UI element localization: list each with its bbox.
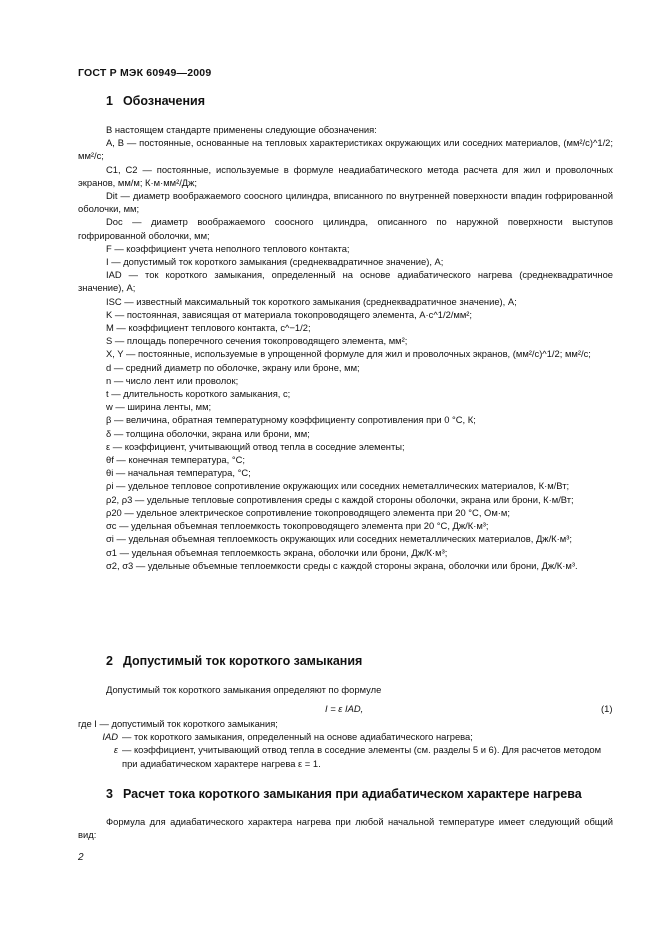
symbol-definition: Doc — диаметр воображаемого соосного цилиндра, описанного по наружной поверхности выступов гофрированной оболочки, мм;: [78, 216, 613, 241]
formula-1-number: (1): [601, 703, 613, 714]
symbol-definition: σc — удельная объемная теплоемкость токопроводящего элемента при 20 °C, Дж/К·м³;: [106, 520, 489, 532]
where-value: — ток короткого замыкания, определенный на основе адиабатического нагрева;: [122, 731, 473, 743]
section-1-heading: [106, 94, 205, 108]
formula-legend: [78, 717, 618, 770]
where-key: IAD: [102, 731, 118, 743]
symbol-definition: ρ20 — удельное электрическое сопротивление токопроводящего элемента при 20 °C, Ом·м;: [106, 506, 510, 518]
section-2-number: 2: [106, 654, 113, 668]
section-2-intro: [78, 683, 613, 696]
symbols-list: [78, 136, 613, 572]
section-3-title: Расчет тока короткого замыкания при адиабатическом характере нагрева: [122, 787, 582, 801]
symbol-definition: ε — коэффициент, учитывающий отвод тепла в соседние элементы;: [106, 440, 405, 452]
formula-1: I = ε IAD,: [325, 703, 364, 714]
symbol-definition: σi — удельная объемная теплоемкость окружающих или соседних неметаллических материалов, Дж/К·м³;: [106, 533, 572, 545]
where-key: ε: [113, 744, 118, 756]
symbol-definition: I — допустимый ток короткого замыкания (среднеквадратичное значение), А;: [106, 256, 444, 268]
symbol-definition: w — ширина ленты, мм;: [106, 401, 212, 413]
symbol-definition: Dit — диаметр воображаемого соосного цилиндра, вписанного по внутренней поверхности впадин гофрированной оболочки, мм;: [78, 190, 613, 215]
symbol-definition: t — длительность короткого замыкания, с;: [106, 388, 291, 400]
section-3-body: [78, 815, 613, 841]
symbol-definition: C1, C2 — постоянные, используемые в формуле неадиабатического метода расчета для жил и проволочных экранов, мм/м; К·м·мм²/Дж;: [78, 163, 613, 188]
symbol-definition: S — площадь поперечного сечения токопроводящего элемента, мм²;: [106, 335, 408, 347]
section-1-body: [78, 123, 613, 572]
symbol-definition: σ1 — удельная объемная теплоемкость экрана, оболочки или брони, Дж/К·м³;: [106, 546, 448, 558]
symbol-definition: F — коэффициент учета неполного теплового контакта;: [106, 242, 350, 254]
symbol-definition: θf — конечная температура, °C;: [106, 454, 245, 466]
symbol-definition: K — постоянная, зависящая от материала токопроводящего элемента, А·с^1/2/мм²;: [106, 308, 473, 320]
section-3-heading: [106, 787, 582, 801]
symbol-definition: n — число лент или проволок;: [106, 374, 239, 386]
symbol-definition: A, B — постоянные, основанные на тепловых характеристиках окружающих или соседних материалов, (мм²/с)^1/2; мм²/с;: [78, 137, 613, 162]
where-row-eps: [78, 743, 618, 769]
symbol-definition: IAD — ток короткого замыкания, определенный на основе адиабатического нагрева (среднеквадратичное значение), А;: [78, 269, 613, 294]
symbol-definition: σ2, σ3 — удельные объемные теплоемкости среды с каждой стороны экрана, оболочки или брони, Дж/К·м³.: [106, 559, 578, 571]
symbol-definition: ρi — удельное тепловое сопротивление окружающих или соседних неметаллических материалов, К·м/Вт;: [106, 480, 570, 492]
symbol-definition: d — средний диаметр по оболочке, экрану или броне, мм;: [106, 361, 360, 373]
section-1-intro: В настоящем стандарте применены следующие обозначения:: [106, 124, 377, 135]
symbol-definition: θi — начальная температура, °C;: [106, 467, 251, 479]
section-1-number: 1: [106, 94, 113, 108]
section-3-text: Формула для адиабатического характера нагрева при любой начальной температуре имеет следующий общий вид:: [78, 816, 613, 841]
symbol-definition: M — коэффициент теплового контакта, с^−1/2;: [106, 322, 311, 334]
symbol-definition: X, Y — постоянные, используемые в упрощенной формуле для жил и проволочных экранов, (мм²/с)^1/2; мм²/с;: [106, 348, 591, 360]
section-3-number: 3: [106, 787, 113, 801]
symbol-definition: ISC — известный максимальный ток короткого замыкания (среднеквадратичное значение), А;: [106, 295, 517, 307]
symbol-definition: β — величина, обратная температурному коэффициенту сопротивления при 0 °C, К;: [106, 414, 476, 426]
document-header: ГОСТ Р МЭК 60949—2009: [78, 67, 212, 79]
symbol-definition: ρ2, ρ3 — удельные тепловые сопротивления среды с каждой стороны оболочки, экрана или брони, К·м/Вт;: [106, 493, 574, 505]
section-1-title: Обозначения: [122, 94, 206, 108]
page-number: 2: [78, 852, 84, 863]
where-value: — коэффициент, учитывающий отвод тепла в соседние элементы (см. разделы 5 и 6). Для расчетов методом при адиабатическом характере нагрева ε = 1.: [122, 744, 602, 769]
where-intro: где I — допустимый ток короткого замыкания;: [78, 718, 278, 729]
section-2-heading: [106, 654, 362, 668]
symbol-definition: δ — толщина оболочки, экрана или брони, мм;: [106, 427, 310, 439]
section-2-intro-text: Допустимый ток короткого замыкания определяют по формуле: [106, 684, 382, 695]
where-row-iad: [78, 730, 618, 743]
section-2-title: Допустимый ток короткого замыкания: [122, 654, 363, 668]
